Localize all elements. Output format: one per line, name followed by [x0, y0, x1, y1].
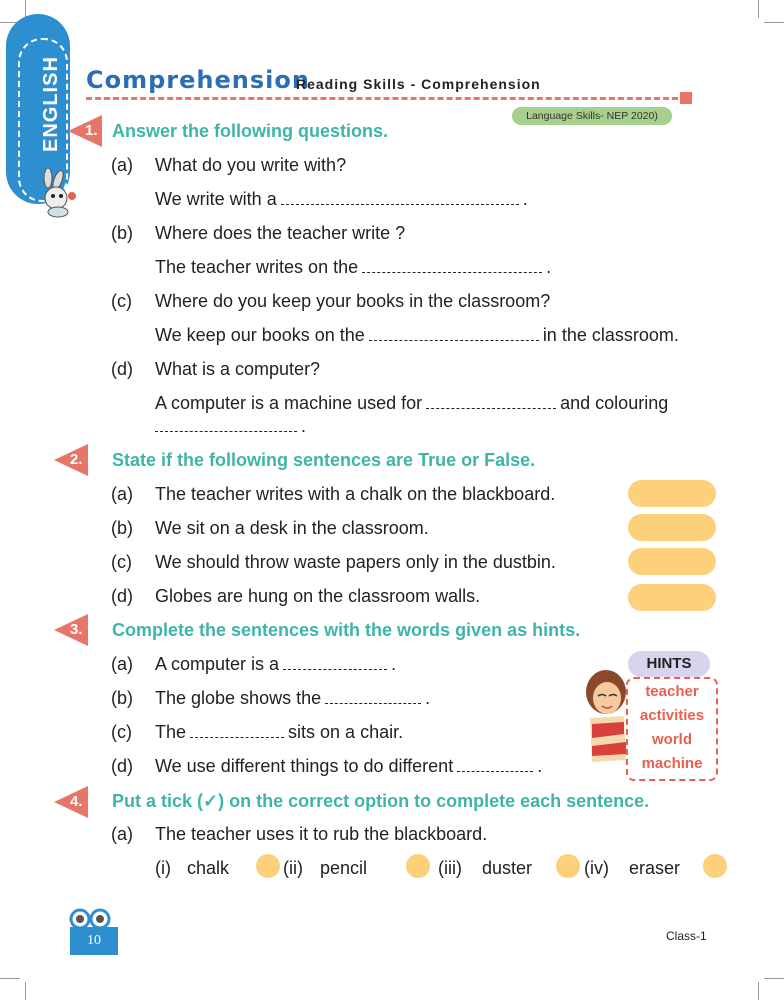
answer-blank[interactable] — [426, 398, 556, 409]
crop-mark — [758, 0, 759, 18]
answer-line — [155, 325, 679, 346]
true-false-answer-box[interactable] — [628, 480, 716, 507]
answer-prefix: We keep our books on the — [155, 325, 365, 345]
item-label: (b) — [111, 688, 133, 708]
option-tick-circle[interactable] — [406, 854, 430, 878]
nep-badge: Language Skills- NEP 2020) — [512, 107, 672, 125]
option-word: duster — [482, 858, 533, 878]
page-subtitle: Reading Skills - Comprehension — [296, 76, 541, 92]
answer-suffix: . — [522, 189, 528, 209]
fill-sentence — [155, 654, 396, 675]
sentence-start: The globe shows the — [155, 688, 322, 708]
hint-word: activities — [639, 707, 705, 724]
answer-prefix: A computer is a machine used for — [155, 393, 423, 413]
hint-word: teacher — [645, 683, 699, 700]
question-heading: Complete the sentences with the words given as hints. — [112, 620, 581, 640]
hint-word: machine — [641, 755, 703, 772]
statement-text: The teacher writes with a chalk on the blackboard. — [155, 484, 556, 504]
item-label: (a) — [111, 155, 133, 175]
option-number: (iv) — [584, 858, 609, 878]
option-number: (i) — [155, 858, 171, 878]
statement-text: Globes are hung on the classroom walls. — [155, 586, 481, 606]
crop-mark — [25, 982, 26, 1000]
crop-mark — [764, 978, 784, 979]
fill-sentence — [155, 756, 542, 777]
answer-suffix: . — [546, 257, 552, 277]
answer-blank[interactable] — [281, 194, 519, 205]
item-label: (b) — [111, 518, 133, 538]
sentence-end: . — [425, 688, 431, 708]
answer-continuation: . — [155, 416, 306, 437]
question-number: 3. — [70, 621, 83, 638]
question-text: What is a computer? — [155, 359, 321, 379]
item-label: (b) — [111, 223, 133, 243]
true-false-answer-box[interactable] — [628, 514, 716, 541]
sentence-end: sits on a chair. — [288, 722, 404, 742]
title-divider-end — [680, 92, 692, 104]
fill-sentence — [155, 688, 430, 709]
answer-prefix: We write with a — [155, 189, 277, 209]
option-number: (ii) — [283, 858, 303, 878]
sentence-start: We use different things to do different — [155, 756, 454, 776]
item-label: (d) — [111, 359, 133, 379]
statement-text: We sit on a desk in the classroom. — [155, 518, 429, 538]
sentence-end: . — [537, 756, 543, 776]
answer-blank[interactable] — [457, 761, 533, 772]
question-text: What do you write with? — [155, 155, 347, 175]
answer-blank[interactable] — [190, 727, 284, 738]
answer-line — [155, 257, 551, 278]
question-number: 4. — [70, 793, 83, 810]
answer-suffix: in the classroom. — [542, 325, 679, 345]
statement-text: We should throw waste papers only in the dustbin. — [155, 552, 556, 572]
item-label: (c) — [111, 552, 132, 572]
question-number: 1. — [85, 122, 98, 139]
page-number: 10 — [70, 927, 118, 955]
answer-blank[interactable] — [362, 262, 542, 273]
item-label: (a) — [111, 654, 133, 674]
question-heading: State if the following sentences are True or False. — [112, 450, 536, 470]
item-label: (d) — [111, 586, 133, 606]
answer-line — [155, 189, 528, 210]
crop-mark — [0, 978, 20, 979]
true-false-answer-box[interactable] — [628, 548, 716, 575]
hint-word: world — [652, 731, 692, 748]
answer-blank[interactable] — [325, 693, 421, 704]
item-label: (a) — [111, 824, 133, 844]
crop-mark — [758, 982, 759, 1000]
question-text: Where does the teacher write ? — [155, 223, 406, 243]
subject-tab-label: ENGLISH — [40, 56, 62, 152]
answer-line — [155, 393, 668, 414]
hints-box — [626, 677, 718, 781]
item-label: (a) — [111, 484, 133, 504]
class-label: Class-1 — [666, 929, 707, 943]
item-label: (c) — [111, 291, 132, 311]
sentence-start: A computer is a — [155, 654, 280, 674]
option-tick-circle[interactable] — [256, 854, 280, 878]
answer-prefix: The teacher writes on the — [155, 257, 359, 277]
option-tick-circle[interactable] — [703, 854, 727, 878]
fill-sentence — [155, 722, 403, 743]
question-text: Where do you keep your books in the classroom? — [155, 291, 551, 311]
answer-blank[interactable] — [155, 421, 297, 432]
true-false-answer-box[interactable] — [628, 584, 716, 611]
sentence-end: . — [391, 654, 397, 674]
option-word: chalk — [187, 858, 230, 878]
item-label: (c) — [111, 722, 132, 742]
option-number: (iii) — [438, 858, 462, 878]
answer-blank[interactable] — [369, 330, 539, 341]
answer-blank[interactable] — [283, 659, 387, 670]
page-title: Comprehension — [86, 66, 310, 94]
option-word: pencil — [320, 858, 368, 878]
item-label: (d) — [111, 756, 133, 776]
crop-mark — [764, 22, 784, 23]
hints-title: HINTS — [628, 651, 710, 677]
sentence-start: The — [155, 722, 187, 742]
question-heading: Answer the following questions. — [112, 121, 389, 141]
question-text: The teacher uses it to rub the blackboard. — [155, 824, 488, 844]
bunny-mascot-icon — [34, 168, 82, 218]
question-number: 2. — [70, 451, 83, 468]
option-tick-circle[interactable] — [556, 854, 580, 878]
option-word: eraser — [629, 858, 681, 878]
title-divider — [86, 97, 678, 100]
question-heading: Put a tick (✓) on the correct option to complete each sentence. — [112, 791, 650, 811]
answer-suffix: and colouring — [560, 393, 669, 413]
